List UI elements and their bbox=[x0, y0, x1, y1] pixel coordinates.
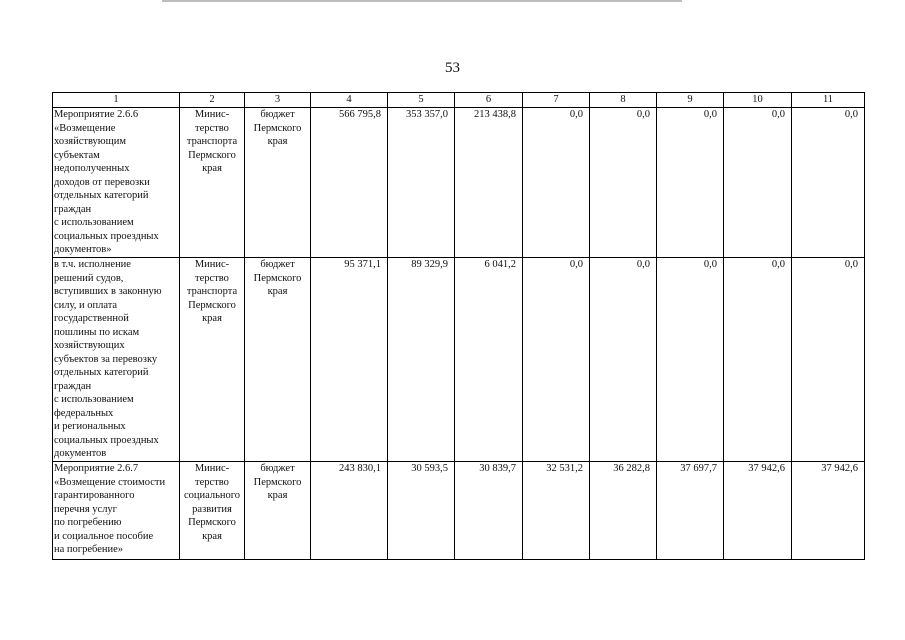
value-cell: 0,0 bbox=[523, 108, 590, 258]
table-row bbox=[53, 108, 865, 258]
value-cell: 37 942,6 bbox=[724, 462, 792, 560]
value-cell: 36 282,8 bbox=[590, 462, 657, 560]
column-header: 3 bbox=[245, 93, 311, 108]
funding-source-cell: бюджет Пермского края bbox=[245, 258, 311, 462]
value-cell: 0,0 bbox=[590, 108, 657, 258]
table-row bbox=[53, 258, 865, 462]
column-header: 1 bbox=[53, 93, 180, 108]
measure-description: в т.ч. исполнение решений судов, вступивших в законную силу, и оплата государственной пошлины по искам хозяйствующих субъектов за перевозку отдельных категорий граждан с использованием федеральных и региональных социальных проездных документов bbox=[53, 258, 180, 462]
column-header: 6 bbox=[455, 93, 523, 108]
page-number: 53 bbox=[445, 60, 460, 76]
funding-source-cell: бюджет Пермского края bbox=[245, 462, 311, 560]
value-cell: 0,0 bbox=[792, 108, 865, 258]
value-cell: 0,0 bbox=[590, 258, 657, 462]
value-cell: 30 839,7 bbox=[455, 462, 523, 560]
column-header: 9 bbox=[657, 93, 724, 108]
column-header: 10 bbox=[724, 93, 792, 108]
value-cell: 30 593,5 bbox=[388, 462, 455, 560]
executor-cell: Минис- терство транспорта Пермского края bbox=[180, 108, 245, 258]
value-cell: 243 830,1 bbox=[311, 462, 388, 560]
column-header: 8 bbox=[590, 93, 657, 108]
value-cell: 213 438,8 bbox=[455, 108, 523, 258]
measure-description: Мероприятие 2.6.7 «Возмещение стоимости гарантированного перечня услуг по погребению и социальное пособие на погребение» bbox=[53, 462, 180, 560]
value-cell: 37 942,6 bbox=[792, 462, 865, 560]
value-cell: 89 329,9 bbox=[388, 258, 455, 462]
column-header: 5 bbox=[388, 93, 455, 108]
table-row bbox=[53, 462, 865, 560]
column-header: 4 bbox=[311, 93, 388, 108]
column-header: 2 bbox=[180, 93, 245, 108]
funding-source-cell: бюджет Пермского края bbox=[245, 108, 311, 258]
column-header: 7 bbox=[523, 93, 590, 108]
scan-top-edge bbox=[162, 0, 682, 2]
table-header-row bbox=[53, 93, 865, 108]
value-cell: 0,0 bbox=[657, 108, 724, 258]
value-cell: 32 531,2 bbox=[523, 462, 590, 560]
value-cell: 566 795,8 bbox=[311, 108, 388, 258]
executor-cell: Минис- терство социального развития Пермского края bbox=[180, 462, 245, 560]
value-cell: 0,0 bbox=[523, 258, 590, 462]
executor-cell: Минис- терство транспорта Пермского края bbox=[180, 258, 245, 462]
value-cell: 37 697,7 bbox=[657, 462, 724, 560]
value-cell: 0,0 bbox=[724, 258, 792, 462]
value-cell: 0,0 bbox=[724, 108, 792, 258]
value-cell: 0,0 bbox=[792, 258, 865, 462]
value-cell: 353 357,0 bbox=[388, 108, 455, 258]
value-cell: 0,0 bbox=[657, 258, 724, 462]
column-header: 11 bbox=[792, 93, 865, 108]
measure-description: Мероприятие 2.6.6 «Возмещение хозяйствующим субъектам недополученных доходов от перевозки отдельных категорий граждан с использованием социальных проездных документов» bbox=[53, 108, 180, 258]
budget-table bbox=[52, 92, 865, 560]
value-cell: 95 371,1 bbox=[311, 258, 388, 462]
value-cell: 6 041,2 bbox=[455, 258, 523, 462]
